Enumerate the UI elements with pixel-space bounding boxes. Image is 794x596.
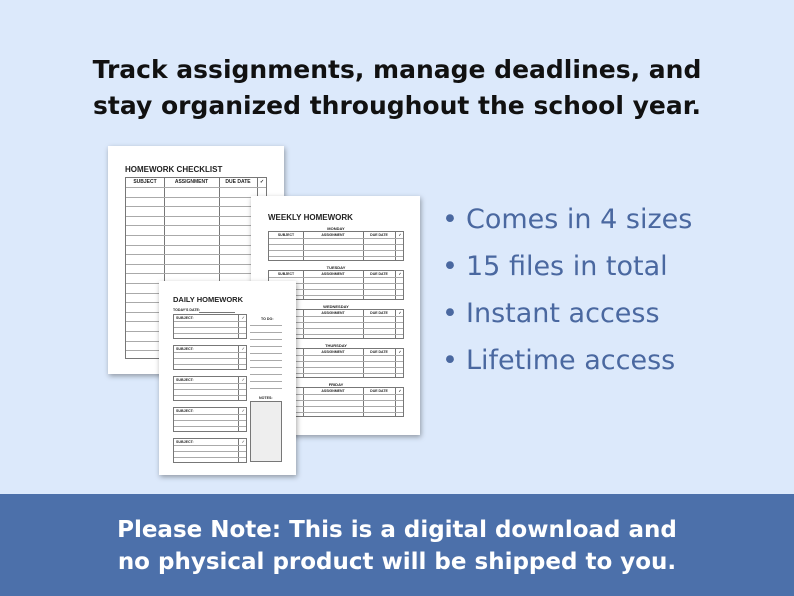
grid-line [174,321,246,322]
todays-date-label: TODAY'S DATE: [173,308,201,312]
grid-line [126,245,266,246]
notice-text [0,514,794,578]
grid-line [174,445,246,446]
weekly-col-header: SUBJECT [277,233,295,237]
grid-line [126,206,266,207]
weekly-col-header: ✓ [398,311,402,315]
todo-line [250,332,282,333]
grid-line [174,451,246,452]
grid-line [126,273,266,274]
checklist-title: HOMEWORK CHECKLIST [125,165,223,174]
feature-text: Instant access [466,298,660,329]
grid-line [126,254,266,255]
notice-line-1: Please Note: This is a digital download and [117,517,677,543]
todo-line [250,388,282,389]
grid-line [126,216,266,217]
notes-label: NOTES: [259,396,273,400]
grid-line [174,457,246,458]
headline-line-1: Track assignments, manage deadlines, and [92,55,702,84]
todo-line [250,339,282,340]
notice-line-2: no physical product will be shipped to you. [117,549,677,575]
daily-title: DAILY HOMEWORK [173,295,244,304]
bullet: • [442,298,458,329]
feature-text: Comes in 4 sizes [466,204,693,235]
bullet: • [442,204,458,235]
subject-block [173,438,247,463]
grid-line [174,333,246,334]
day-label: WEDNESDAY [323,304,349,309]
bullet: • [442,251,458,282]
grid-line [269,250,403,251]
feature-text: Lifetime access [466,345,676,376]
grid-line [174,395,246,396]
checklist-col-subject: SUBJECT [133,179,157,185]
subject-label: SUBJECT: [176,378,194,382]
feature-item [442,337,692,384]
check-icon: ✓ [241,439,245,444]
weekly-col-header: ASSIGNMENT [321,233,345,237]
feature-list [442,196,692,384]
feature-text: 15 files in total [466,251,668,282]
grid-line [126,187,266,188]
date-line [199,312,235,313]
weekly-col-header: ✓ [398,233,402,237]
grid-line [126,264,266,265]
todo-label: TO DO: [261,317,274,321]
todo-line [250,360,282,361]
todo-line [250,346,282,347]
grid-line [269,244,403,245]
weekly-col-header: DUE DATE [370,389,388,393]
subject-label: SUBJECT: [176,440,194,444]
weekly-col-header: ASSIGNMENT [321,272,345,276]
weekly-col-header: ✓ [398,350,402,354]
check-icon: ✓ [241,315,245,320]
feature-item [442,243,692,290]
grid-line [174,414,246,415]
subject-label: SUBJECT: [176,316,194,320]
weekly-col-header: ✓ [398,272,402,276]
grid-line [174,358,246,359]
subject-label: SUBJECT: [176,347,194,351]
weekly-col-header: DUE DATE [370,233,388,237]
subject-block [173,314,247,339]
weekly-col-header: ASSIGNMENT [321,311,345,315]
headline-line-2: stay organized throughout the school year. [93,91,701,120]
grid-line [174,389,246,390]
headline [0,52,794,124]
subject-block [173,376,247,401]
subject-block [173,407,247,432]
weekly-col-header: ASSIGNMENT [321,389,345,393]
weekly-col-header: SUBJECT [277,272,295,276]
grid-line [174,352,246,353]
weekly-title: WEEKLY HOMEWORK [268,213,353,222]
notice-banner [0,494,794,596]
checklist-col-assignment: ASSIGNMENT [174,179,209,185]
weekly-col-header: DUE DATE [370,350,388,354]
feature-item [442,290,692,337]
subject-label: SUBJECT: [176,409,194,413]
todo-line [250,374,282,375]
grid-line [174,426,246,427]
daily-homework-preview [159,281,296,475]
todo-line [250,325,282,326]
grid-line [126,235,266,236]
weekly-col-header: DUE DATE [370,272,388,276]
grid-line [174,420,246,421]
weekly-col-header: ✓ [398,389,402,393]
grid-line [174,383,246,384]
day-label: THURSDAY [325,343,347,348]
subject-block [173,345,247,370]
feature-item [442,196,692,243]
grid-line [269,238,403,239]
todo-line [250,367,282,368]
grid-line [174,364,246,365]
grid-line [126,225,266,226]
todo-line [250,353,282,354]
day-table [268,231,404,261]
weekly-col-header: DUE DATE [370,311,388,315]
checklist-col-check: ✓ [259,179,265,185]
check-icon: ✓ [241,408,245,413]
bullet: • [442,345,458,376]
weekly-col-header: ASSIGNMENT [321,350,345,354]
day-label: MONDAY [327,226,345,231]
check-icon: ✓ [241,377,245,382]
grid-line [269,256,403,257]
day-label: TUESDAY [326,265,346,270]
checklist-col-due-date: DUE DATE [225,179,251,185]
todo-line [250,381,282,382]
day-label: FRIDAY [328,382,344,387]
grid-line [174,327,246,328]
notes-box [250,401,282,462]
grid-line [126,197,266,198]
grid-line [269,277,403,278]
check-icon: ✓ [241,346,245,351]
